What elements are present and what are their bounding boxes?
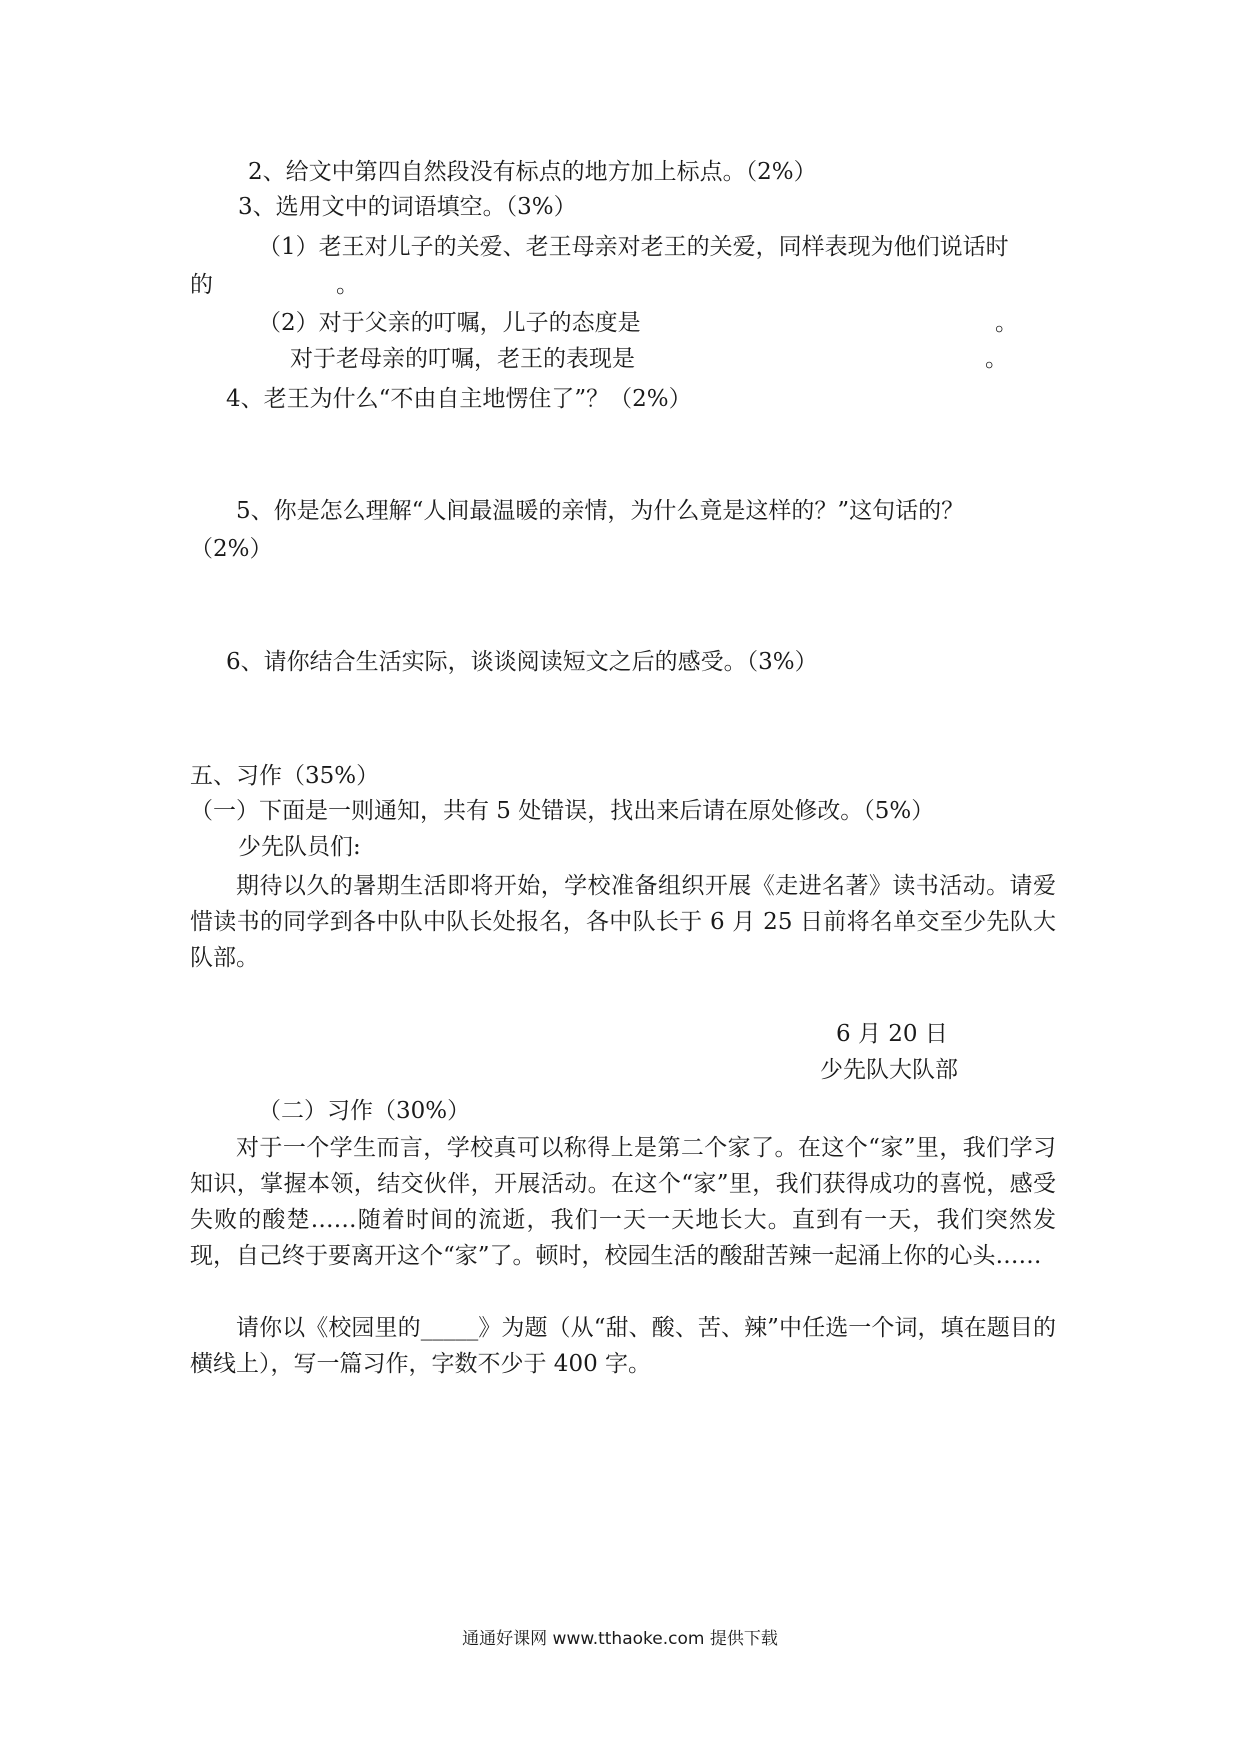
part-2-title: （二）习作（30%） [258, 1098, 471, 1124]
question-3-2-prompt-b: 对于老母亲的叮嘱，老王的表现是 [290, 346, 635, 372]
question-3-2-blank-a-end: 。 [995, 310, 1018, 336]
notice-body: 期待以久的暑期生活即将开始，学校准备组织开展《走进名著》读书活动。请爱惜读书的同学到各中队中队长处报名，各中队长于 6 月 25 日前将名单交至少先队大队部。 [190, 873, 1056, 971]
essay-task: 请你以《校园里的_____》为题（从“甜、酸、苦、辣”中任选一个词，填在题目的横线上），写一篇习作，字数不少于 400 字。 [190, 1315, 1056, 1377]
notice-greeting: 少先队员们: [238, 834, 361, 860]
essay-prompt: 对于一个学生而言，学校真可以称得上是第二个家了。在这个“家”里，我们学习知识，掌握本领，结交伙伴，开展活动。在这个“家”里，我们获得成功的喜悦，感受失败的酸楚……随着时间的流逝，我们一天一天地长大。直到有一天，我们突然发现，自己终于要离开这个“家”了。顿时，校园生活的酸甜苦辣一起涌上你的心头…… [190, 1135, 1056, 1269]
question-3-1-blank-end: 。 [336, 272, 359, 298]
question-3-1-prompt: （1）老王对儿子的关爱、老王母亲对老王的关爱，同样表现为他们说话时 [258, 234, 1009, 260]
question-3: 3、选用文中的词语填空。（3%） [238, 194, 577, 220]
question-5-score: （2%） [190, 536, 273, 562]
question-3-2-blank-b-end: 。 [985, 346, 1008, 372]
question-3-2-prompt-a: （2）对于父亲的叮嘱，儿子的态度是 [258, 310, 641, 336]
question-6: 6、请你结合生活实际，谈谈阅读短文之后的感受。（3%） [226, 649, 818, 675]
question-3-1-prompt-cont: 的 [190, 272, 213, 298]
question-4: 4、老王为什么“不由自主地愣住了”？（2%） [226, 386, 692, 412]
question-2: 2、给文中第四自然段没有标点的地方加上标点。（2%） [248, 159, 817, 185]
question-5: 5、你是怎么理解“人间最温暖的亲情，为什么竟是这样的？”这句话的？ [236, 498, 965, 524]
notice-date: 6 月 20 日 [836, 1021, 948, 1047]
notice-signature: 少先队大队部 [820, 1057, 958, 1083]
section-heading: 五、习作（35%） [190, 763, 380, 789]
download-footer: 通通好课网 www.tthaoke.com 提供下载 [462, 1629, 778, 1649]
part-1-title: （一）下面是一则通知，共有 5 处错误，找出来后请在原处修改。（5%） [190, 798, 935, 824]
